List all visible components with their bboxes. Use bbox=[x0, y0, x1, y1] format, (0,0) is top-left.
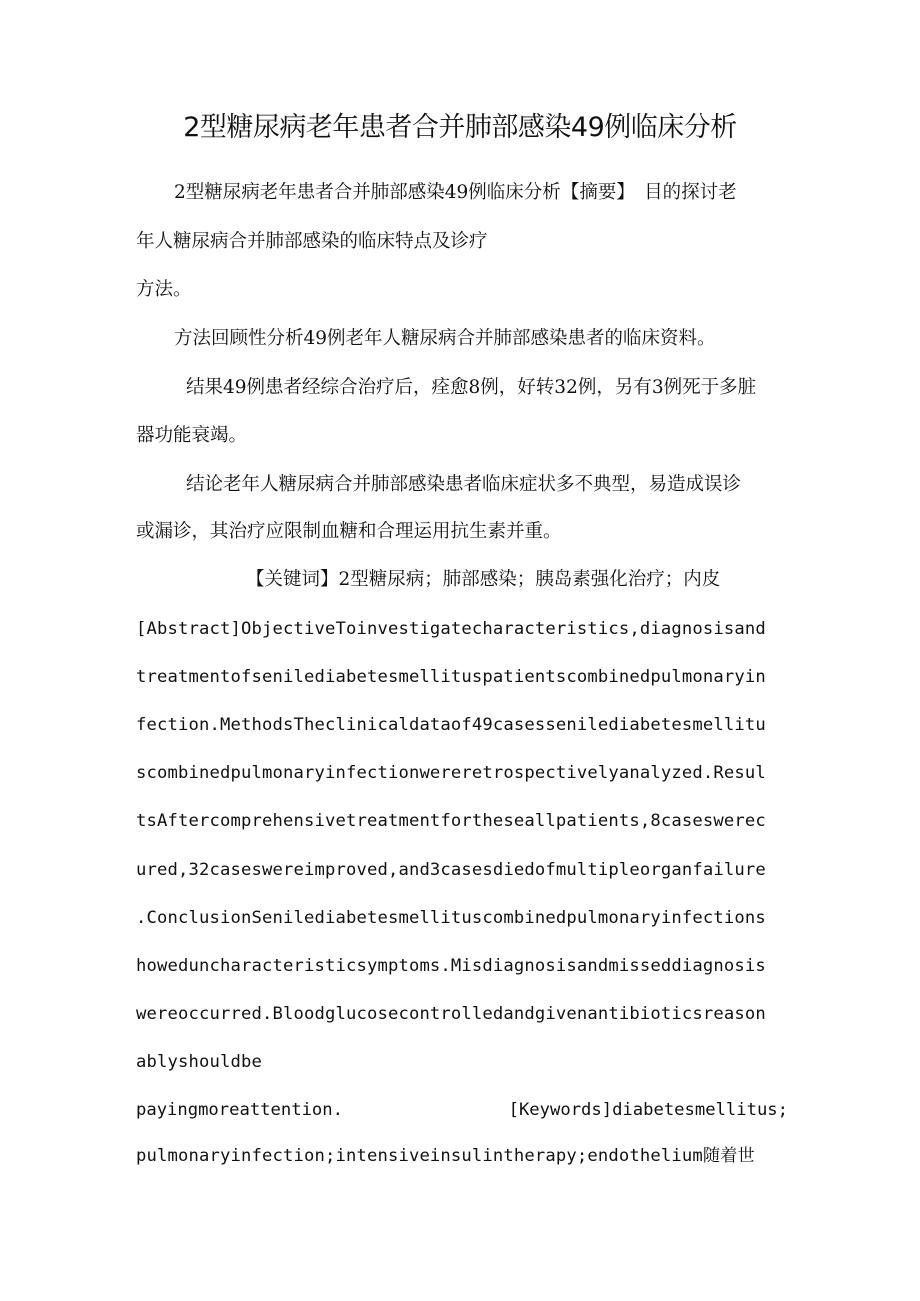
english-split-left: payingmoreattention. bbox=[136, 1100, 343, 1120]
conclusion-line-1: 结论老年人糖尿病合并肺部感染患者临床症状多不典型，易造成误诊 bbox=[186, 474, 742, 495]
english-split-right: [Keywords]diabetesmellitus; bbox=[508, 1100, 788, 1120]
english-line-8: howeduncharacteristicsymptoms.Misdiagnosisandmisseddiagnosis bbox=[136, 956, 766, 976]
english-line-9: wereoccurred.Bloodglucosecontrolledandgivenantibioticsreason bbox=[136, 1004, 766, 1024]
english-line-4: scombinedpulmonaryinfectionwereretrospectivelyanalyzed.Resul bbox=[136, 763, 766, 783]
abstract-line-2: 年人糖尿病合并肺部感染的临床特点及诊疗 bbox=[136, 231, 488, 252]
keywords-line: 【关键词】2型糖尿病；肺部感染；胰岛素强化治疗；内皮 bbox=[246, 569, 721, 590]
english-line-5: tsAftercomprehensivetreatmentfortheseallpatients,8caseswerec bbox=[136, 811, 766, 831]
document-title: 2型糖尿病老年患者合并肺部感染49例临床分析 bbox=[183, 112, 737, 143]
english-split-line bbox=[136, 1095, 788, 1125]
english-last-line: pulmonaryinfection;intensiveinsulintherapy;endothelium随着世 bbox=[136, 1146, 755, 1166]
abstract-line-1: 2型糖尿病老年患者合并肺部感染49例临床分析【摘要】 目的探讨老 bbox=[174, 182, 737, 203]
methods-line: 方法回顾性分析49例老年人糖尿病合并肺部感染患者的临床资料。 bbox=[174, 328, 716, 349]
english-line-7: .ConclusionSenilediabetesmellituscombinedpulmonaryinfections bbox=[136, 908, 766, 928]
conclusion-line-2: 或漏诊，其治疗应限制血糖和合理运用抗生素并重。 bbox=[136, 521, 562, 542]
english-line-6: ured,32caseswereimproved,and3casesdiedofmultipleorganfailure bbox=[136, 860, 766, 880]
results-line-1: 结果49例患者经综合治疗后，痊愈8例，好转32例，另有3例死于多脏 bbox=[186, 377, 757, 398]
english-line-1: [Abstract]ObjectiveToinvestigatecharacteristics,diagnosisand bbox=[136, 619, 766, 639]
abstract-line-3: 方法。 bbox=[136, 279, 192, 300]
results-line-2: 器功能衰竭。 bbox=[136, 425, 248, 446]
english-line-10: ablyshouldbe bbox=[136, 1052, 262, 1072]
english-line-3: fection.MethodsTheclinicaldataof49casessenilediabetesmellitu bbox=[136, 715, 766, 735]
english-line-2: treatmentofsenilediabetesmellituspatientscombinedpulmonaryin bbox=[136, 667, 766, 687]
